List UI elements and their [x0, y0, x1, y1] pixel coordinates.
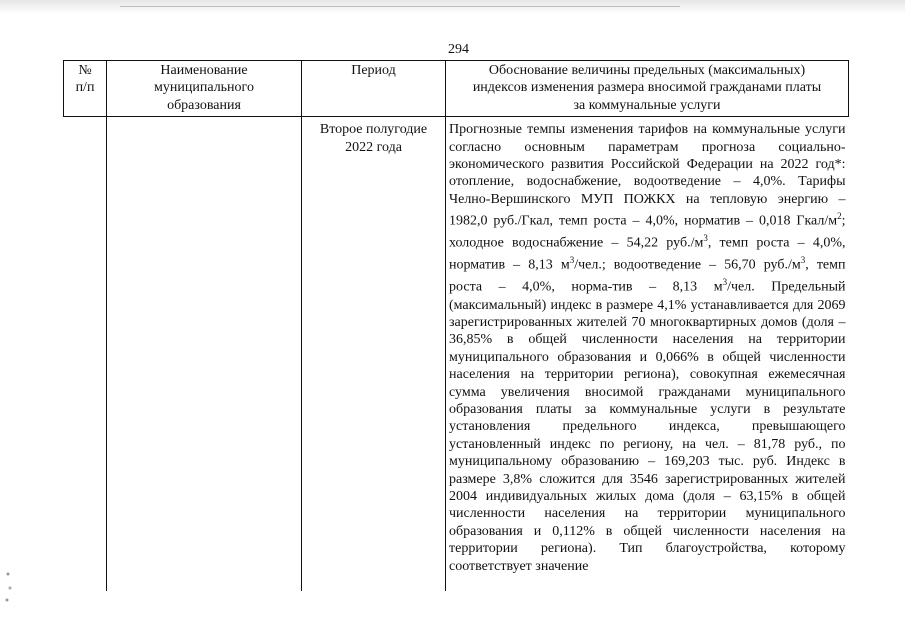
- cell-number: [64, 117, 107, 592]
- scan-shadow: [0, 0, 905, 14]
- header-justification: Обоснование величины предельных (максимальных) индексов изменения размера вносимой гражданами платы за коммунальные услуги: [446, 61, 849, 117]
- scan-specks: [5, 570, 13, 610]
- superscript-3: 3: [722, 277, 728, 288]
- cell-justification: [446, 117, 849, 592]
- header-number: № п/п: [64, 61, 107, 117]
- table-row: [64, 117, 849, 592]
- superscript-3: 3: [800, 255, 806, 266]
- cell-period: Второе полугодие 2022 года: [302, 117, 446, 592]
- header-period: Период: [302, 61, 446, 117]
- tariff-index-table: [63, 60, 849, 591]
- page-number: 294: [448, 42, 469, 57]
- superscript-2: 2: [837, 211, 842, 222]
- justification-text-2: ; холодное водоснабжение – 54,22 руб./м: [449, 213, 846, 251]
- justification-text-5: , темп роста – 4,0%, норма-тив – 8,13 м: [449, 258, 846, 296]
- justification-text-3: , темп роста – 4,0%, норматив – 8,13 м: [449, 235, 846, 274]
- justification-text-4: /чел.; водоотведение – 56,70 руб./м: [574, 258, 801, 274]
- justification-text-6: /чел. Предельный (максимальный) индекс в размере 4,1% устанавливается для 2069 зарегистрированных жителей 70 многоквартирных домов (доля – 36,85% в общей численности населения на территории муниципального образования и 0,066% в общей численности населения на территории региона), совокупная ежемесячная сумма увеличения вносимой гражданами муниципального образования платы за коммунальные услуги в результате установления предельного индекса, превышающего установленный индекс по региону, на чел. – 81,78 руб., по муниципальному образованию – 169,203 тыс. руб. Индекс в размере 3,8% сложится для 3546 зарегистрированных жителей 2004 индивидуальных жилых дома (доля – 63,15% в общей численности населения на территории муниципального образования и 0,112% в общей численности населения на территории региона). Тип благоустройства, которому соответствует значение: [449, 280, 846, 574]
- scan-artifact-line: [120, 6, 680, 7]
- superscript-3: 3: [703, 233, 708, 244]
- superscript-3: 3: [569, 255, 575, 266]
- cell-municipality: [107, 117, 302, 592]
- justification-text-1: Прогнозные темпы изменения тарифов на коммунальные услуги согласно основным параметрам прогноза социально-экономического развития Российской Федерации на 2022 год*: отопление, водоснабжение, водоотведение – 4,0%. Тарифы Челно-Вершинского МУП ПОЖКХ на тепловую энергию – 1982,0 руб./Гкал, темп роста – 4,0%, норматив – 0,018 Гкал/м: [449, 122, 846, 229]
- table-header-row: [64, 61, 849, 117]
- header-municipality: Наименование муниципального образования: [107, 61, 302, 117]
